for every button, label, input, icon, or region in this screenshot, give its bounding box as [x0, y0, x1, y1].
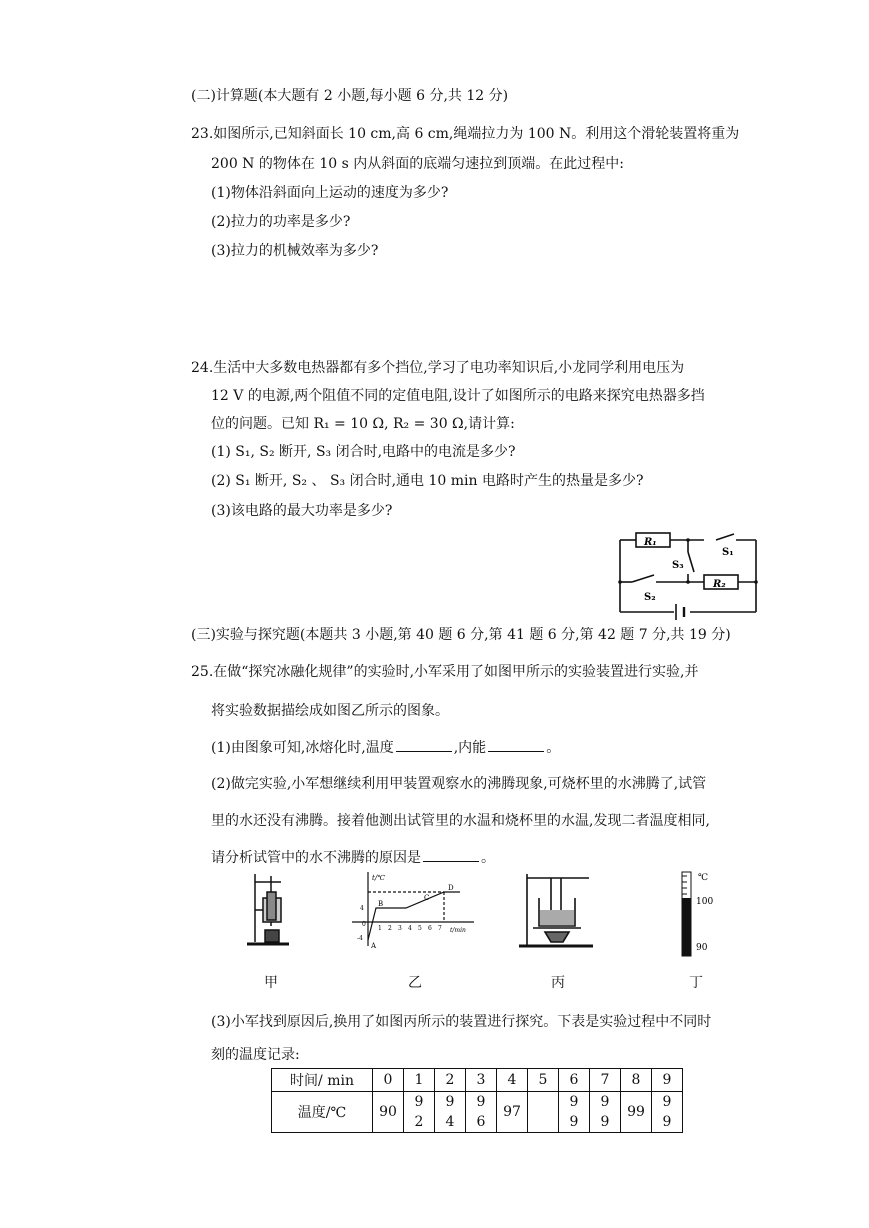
q25-line-2: 将实验数据描绘成如图乙所示的图象。 — [211, 703, 449, 719]
s2-label: S₂ — [644, 592, 656, 603]
q24-sub-1: (1) S₁, S₂ 断开, S₃ 闭合时,电路中的电流是多少? — [211, 444, 516, 460]
time-cell: 4 — [497, 1069, 528, 1092]
xtick-6: 6 — [428, 925, 432, 932]
q23-sub-2: (2)拉力的功率是多少? — [211, 214, 351, 230]
q23-line-2: 200 N 的物体在 10 s 内从斜面的底端匀速拉到顶端。在此过程中: — [211, 156, 624, 172]
table-row-time — [272, 1069, 683, 1092]
xtick-7: 7 — [438, 925, 442, 932]
q24-sub-3: (3)该电路的最大功率是多少? — [211, 503, 393, 519]
temp-cell: 99 — [621, 1092, 652, 1133]
thermometer-ding — [672, 868, 722, 958]
q25-sub-3-line-1: (3)小军找到原因后,换用了如图丙所示的装置进行探究。下表是实验过程中不同时 — [211, 1014, 712, 1030]
section-3-title: (三)实验与探究题(本题共 3 小题,第 40 题 6 分,第 41 题 6 分,第 42 题 7 分,共 19 分) — [191, 627, 731, 643]
time-cell: 7 — [590, 1069, 621, 1092]
answer-blank-reason[interactable] — [423, 847, 479, 862]
time-cell: 0 — [373, 1069, 404, 1092]
temp-cell: 9 2 — [404, 1092, 435, 1133]
s1-label: S₁ — [722, 547, 734, 558]
temp-cell-empty[interactable] — [528, 1092, 559, 1133]
apparatus-jia — [245, 870, 293, 948]
thermo-90: 90 — [696, 943, 708, 953]
table-row-temperature — [272, 1092, 683, 1133]
caption-ding: 丁 — [689, 975, 703, 991]
temp-cell: 97 — [497, 1092, 528, 1133]
r1-label: R₁ — [644, 537, 657, 548]
xtick-2: 2 — [388, 925, 392, 932]
point-c: C — [424, 894, 430, 902]
answer-blank-temperature[interactable] — [396, 737, 452, 752]
q25-sub-2-line-3: 请分析试管中的水不沸腾的原因是 。 — [211, 847, 495, 868]
q23-line-1: 23.如图所示,已知斜面长 10 cm,高 6 cm,绳端拉力为 100 N。利用这个滑轮装置将重为 — [191, 126, 740, 142]
point-b: B — [378, 900, 384, 908]
caption-yi: 乙 — [408, 975, 422, 991]
graph-xlabel: t/min — [450, 927, 466, 934]
graph-ylabel: t/℃ — [372, 874, 386, 882]
thermo-unit: ℃ — [698, 873, 709, 883]
q25-sub-1: (1)由图象可知,冰熔化时,温度 ,内能 。 — [211, 737, 560, 758]
q25-sub-3-line-2: 刻的温度记录: — [211, 1047, 300, 1063]
q24-line-2: 12 V 的电源,两个阻值不同的定值电阻,设计了如图所示的电路来探究电热器多挡 — [211, 388, 705, 404]
q25-sub-2-line-1: (2)做完实验,小军想继续利用甲装置观察水的沸腾现象,可烧杯里的水沸腾了,试管 — [211, 776, 707, 792]
r2-label: R₂ — [713, 579, 726, 590]
xtick-1: 1 — [378, 925, 382, 932]
temp-cell: 9 9 — [590, 1092, 621, 1133]
time-cell: 6 — [559, 1069, 590, 1092]
temp-cell: 9 9 — [559, 1092, 590, 1133]
s3-label: S₃ — [672, 560, 684, 571]
section-2-title: (二)计算题(本大题有 2 小题,每小题 6 分,共 12 分) — [191, 88, 509, 104]
caption-jia: 甲 — [264, 975, 278, 991]
xtick-4: 4 — [408, 925, 412, 932]
point-a: A — [371, 942, 377, 950]
time-cell: 3 — [466, 1069, 497, 1092]
table-head-temperature: 温度/℃ — [272, 1092, 373, 1133]
ytick-4: 4 — [360, 905, 364, 912]
point-d: D — [448, 884, 454, 892]
graph-yi — [348, 870, 480, 950]
time-cell: 5 — [528, 1069, 559, 1092]
thermo-100: 100 — [696, 897, 714, 907]
apparatus-bing — [517, 870, 599, 950]
temp-cell: 9 6 — [466, 1092, 497, 1133]
table-head-time: 时间/ min — [272, 1069, 373, 1092]
q25-sub-2-line-2: 里的水还没有沸腾。接着他测出试管里的水温和烧杯里的水温,发现二者温度相同, — [211, 813, 710, 829]
temperature-table — [271, 1068, 683, 1133]
q24-line-1: 24.生活中大多数电热器都有多个挡位,学习了电功率知识后,小龙同学利用电压为 — [191, 360, 685, 376]
answer-blank-internal-energy[interactable] — [488, 737, 544, 752]
circuit-diagram — [612, 530, 762, 622]
xtick-3: 3 — [398, 925, 402, 932]
q25-line-1: 25.在做“探究冰融化规律”的实验时,小军采用了如图甲所示的实验装置进行实验,并 — [191, 664, 699, 680]
q23-sub-3: (3)拉力的机械效率为多少? — [211, 243, 379, 259]
time-cell: 1 — [404, 1069, 435, 1092]
ytick-0: 0 — [362, 921, 366, 928]
xtick-5: 5 — [418, 925, 422, 932]
q23-sub-1: (1)物体沿斜面向上运动的速度为多少? — [211, 185, 449, 201]
q24-sub-2: (2) S₁ 断开, S₂ 、 S₃ 闭合时,通电 10 min 电路时产生的热量是多少? — [211, 473, 644, 489]
temp-cell: 9 9 — [652, 1092, 683, 1133]
temp-cell: 90 — [373, 1092, 404, 1133]
caption-bing: 丙 — [551, 975, 565, 991]
time-cell: 2 — [435, 1069, 466, 1092]
time-cell: 9 — [652, 1069, 683, 1092]
ytick-neg4: -4 — [357, 935, 363, 942]
time-cell: 8 — [621, 1069, 652, 1092]
q24-line-3: 位的问题。已知 R₁ = 10 Ω, R₂ = 30 Ω,请计算: — [211, 416, 515, 432]
temp-cell: 9 4 — [435, 1092, 466, 1133]
